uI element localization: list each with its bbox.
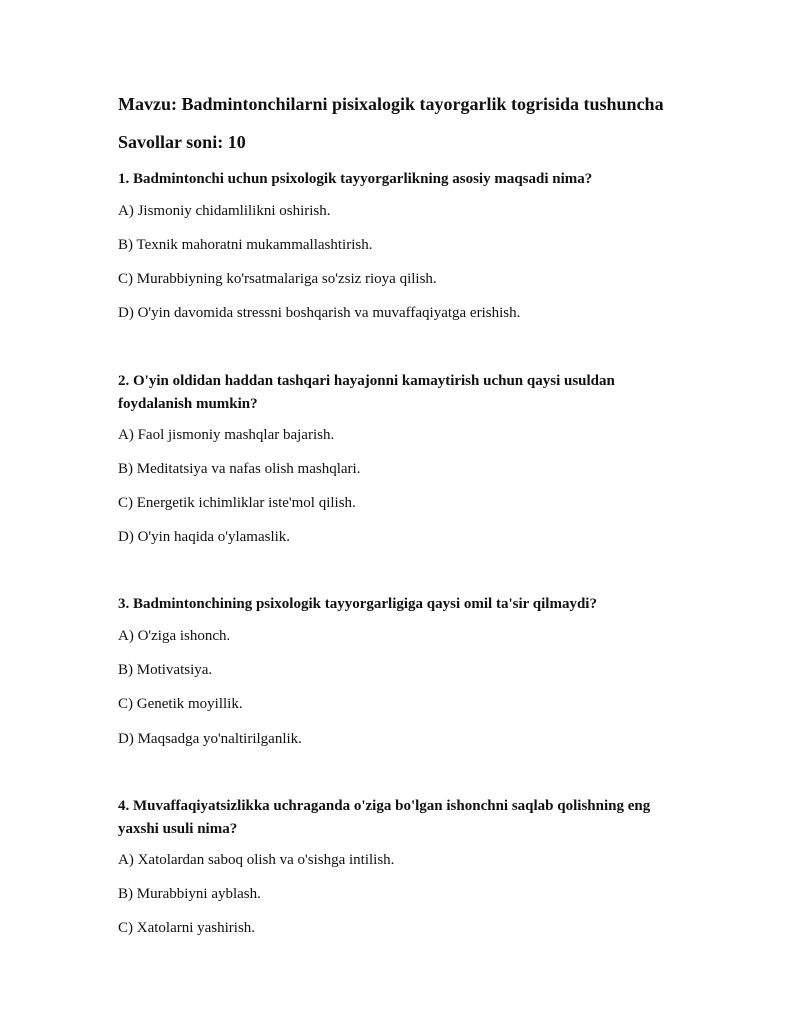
question-3-text (118, 593, 597, 616)
question-1-option-a: A) Jismoniy chidamlilikni oshirish. (118, 203, 331, 219)
question-1-option-b: B) Texnik mahoratni mukammallashtirish. (118, 237, 373, 253)
question-4-text (118, 795, 650, 841)
question-4-line-2: yaxshi usuli nima? (118, 821, 238, 837)
question-2-option-b: B) Meditatsiya va nafas olish mashqlari. (118, 461, 361, 477)
question-4-option-c: C) Xatolarni yashirish. (118, 920, 256, 936)
question-3-option-a: A) O'ziga ishonch. (118, 628, 231, 644)
question-3-line-1: 3. Badmintonchining psixologik tayyorgarligiga qaysi omil ta'sir qilmaydi? (118, 596, 597, 612)
question-1-line-1: 1. Badmintonchi uchun psixologik tayyorgarlikning asosiy maqsadi nima? (118, 171, 593, 187)
question-1-option-d: D) O'yin davomida stressni boshqarish va muvaffaqiyatga erishish. (118, 305, 521, 321)
question-2-option-a: A) Faol jismoniy mashqlar bajarish. (118, 427, 335, 443)
question-3-option-d: D) Maqsadga yo'naltirilganlik. (118, 731, 302, 747)
question-4-line-1: 4. Muvaffaqiyatsizlikka uchraganda o'ziga bo'lgan ishonchni saqlab qolishning eng (118, 798, 651, 814)
question-4-option-a: A) Xatolardan saboq olish va o'sishga intilish. (118, 852, 395, 868)
question-3-option-c: C) Genetik moyillik. (118, 696, 243, 712)
question-3-option-b: B) Motivatsiya. (118, 662, 213, 678)
question-count: Savollar soni: 10 (118, 132, 246, 152)
question-1-text (118, 168, 592, 191)
question-2-line-1: 2. O'yin oldidan haddan tashqari hayajonni kamaytirish uchun qaysi usuldan (118, 373, 615, 389)
question-2-option-c: C) Energetik ichimliklar iste'mol qilish. (118, 495, 356, 511)
question-4-option-b: B) Murabbiyni ayblash. (118, 886, 261, 902)
question-1-option-c: C) Murabbiyning ko'rsatmalariga so'zsiz rioya qilish. (118, 271, 437, 287)
question-2-text (118, 370, 615, 416)
question-2-option-d: D) O'yin haqida o'ylamaslik. (118, 529, 291, 545)
question-2-line-2: foydalanish mumkin? (118, 396, 258, 412)
topic-heading: Mavzu: Badmintonchilarni pisixalogik tayorgarlik togrisida tushuncha (118, 94, 664, 114)
